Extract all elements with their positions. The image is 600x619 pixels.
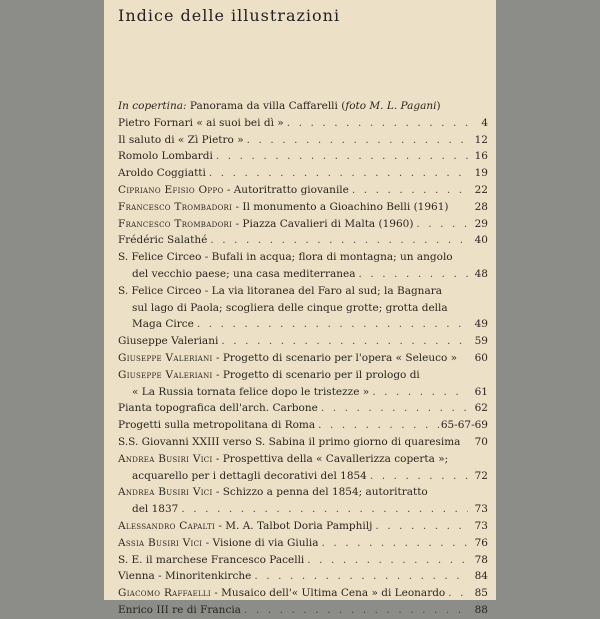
page-number: 12 [474, 133, 488, 146]
leader-dots [304, 552, 468, 569]
entry-title: - Progetto di scenario per l'opera « Seleuco » [212, 351, 458, 364]
entry-text [118, 115, 284, 132]
entry-artist: Alessandro Capalti [118, 519, 216, 532]
entry-title: - M. A. Talbot Doria Pamphilj [215, 519, 373, 532]
leader-dots [218, 333, 468, 350]
entry-artist: Giuseppe Valeriani [118, 368, 213, 381]
entry-text [118, 300, 448, 317]
leader-dots [318, 535, 468, 552]
leader-dots [213, 148, 468, 165]
entry-title: Romolo Lombardi [118, 150, 213, 163]
illustration-index-list [118, 98, 488, 619]
page-number: 16 [474, 150, 488, 163]
index-entry [118, 602, 488, 619]
entry-title: - Schizzo a penna del 1854; autoritratto [212, 486, 428, 499]
page-number: 84 [474, 570, 488, 583]
entry-text [118, 552, 304, 569]
entry-text [118, 216, 413, 233]
index-entry [118, 535, 488, 552]
entry-text [118, 417, 315, 434]
index-entry [118, 501, 488, 518]
entry-text [118, 199, 449, 216]
index-entry [118, 165, 488, 182]
leader-dots [372, 518, 468, 535]
index-entry [118, 350, 488, 367]
page-number: 76 [474, 536, 488, 549]
entry-photo-credit: foto M. L. Pagani [345, 100, 437, 112]
entry-title: S. Felice Circeo - Bufali in acqua; flora di montagna; un angolo [118, 251, 453, 264]
entry-title: S.S. Giovanni XXIII verso S. Sabina il primo giorno di quaresima [118, 435, 461, 448]
leader-dots [369, 384, 468, 401]
index-entry [118, 266, 488, 283]
entry-text [118, 249, 453, 266]
leader-dots [349, 182, 468, 199]
index-entry [118, 232, 488, 249]
index-entry [118, 552, 488, 569]
index-entry [118, 585, 488, 602]
entry-title: - Prospettiva della « Cavallerizza coperta »; [212, 452, 449, 465]
index-entry [118, 384, 488, 401]
entry-title: Pietro Fornari « ai suoi bei dì » [118, 116, 284, 129]
entry-text [118, 350, 457, 367]
index-entry [118, 316, 488, 333]
index-entry [118, 518, 488, 535]
page-number: 40 [474, 234, 488, 247]
leader-dots [284, 115, 468, 132]
entry-artist: Cipriano Efisio Oppo [118, 183, 224, 196]
page-number: 28 [474, 200, 488, 213]
entry-title: - Visione di via Giulia [202, 536, 319, 549]
leader-dots [244, 132, 468, 149]
leader-dots [207, 232, 468, 249]
entry-text [118, 518, 372, 535]
entry-text [118, 333, 218, 350]
entry-title: Giuseppe Valeriani [118, 335, 219, 348]
entry-title: del vecchio paese; una casa mediterranea [132, 267, 356, 280]
entry-italic-label: In copertina: [118, 100, 187, 112]
entry-title: - Autoritratto giovanile [223, 183, 349, 196]
page-number: 73 [474, 519, 488, 532]
index-entry [118, 468, 488, 485]
entry-title: Frédéric Salathé [118, 234, 208, 247]
index-entry [118, 115, 488, 132]
entry-text [118, 316, 194, 333]
entry-text [118, 182, 349, 199]
entry-title: - Piazza Cavalieri di Malta (1960) [232, 217, 414, 230]
entry-title: Panorama da villa Caffarelli ( [186, 100, 346, 112]
entry-title: S. Felice Circeo - La via litoranea del Faro al sud; la Bagnara [118, 284, 442, 297]
leader-dots [355, 266, 468, 283]
leader-dots [206, 165, 468, 182]
entry-text [118, 501, 178, 518]
page-title: Indice delle illustrazioni [118, 6, 341, 25]
leader-dots [251, 568, 468, 585]
page-number: 49 [474, 318, 488, 331]
entry-text [118, 568, 251, 585]
entry-text [118, 468, 367, 485]
index-entry [118, 148, 488, 165]
entry-text [118, 585, 445, 602]
index-entry [118, 300, 488, 317]
entry-title: - Musaico dell'« Ultima Cena » di Leonardo [210, 587, 446, 600]
page-number: 4 [481, 116, 488, 129]
entry-title: - Il monumento a Gioachino Belli (1961) [232, 200, 449, 213]
index-entry [118, 417, 488, 434]
page-number: 65-67-69 [440, 419, 488, 432]
entry-text [118, 232, 207, 249]
entry-artist: Giuseppe Valeriani [118, 351, 213, 364]
entry-title: Enrico III re di Francia [118, 603, 241, 616]
leader-dots [178, 501, 468, 518]
entry-title: Vienna - Minoritenkirche [118, 570, 252, 583]
entry-text [118, 484, 428, 501]
index-entry [118, 199, 488, 216]
index-entry [118, 568, 488, 585]
entry-artist: Assia Busiri Vici [118, 536, 203, 549]
leader-dots [241, 602, 468, 619]
entry-artist: Giacomo Raffaelli [118, 587, 211, 600]
entry-title: S. E. il marchese Francesco Pacelli [118, 553, 305, 566]
entry-text [118, 132, 244, 149]
index-entry [118, 451, 488, 468]
page-number: 70 [474, 435, 488, 448]
index-entry [118, 367, 488, 384]
page-number: 22 [474, 183, 488, 196]
index-entry [118, 333, 488, 350]
entry-title: - Progetto di scenario per il prologo di [212, 368, 420, 381]
entry-text [118, 148, 213, 165]
index-entry [118, 216, 488, 233]
entry-text [118, 98, 441, 115]
entry-text [118, 283, 442, 300]
entry-title: Pianta topografica dell'arch. Carbone [118, 402, 318, 415]
entry-text [118, 266, 355, 283]
entry-artist: Francesco Trombadori [118, 217, 233, 230]
page-number: 62 [474, 402, 488, 415]
leader-dots [318, 400, 468, 417]
entry-artist: Andrea Busiri Vici [118, 452, 213, 465]
page-number: 59 [474, 335, 488, 348]
book-page [104, 0, 496, 616]
entry-text [118, 165, 206, 182]
entry-title: « La Russia tornata felice dopo le tristezze » [132, 385, 370, 398]
leader-dots [315, 417, 439, 434]
index-entry [118, 182, 488, 199]
page-number: 73 [474, 503, 488, 516]
page-number: 48 [474, 267, 488, 280]
index-entry [118, 400, 488, 417]
entry-title: Aroldo Coggiatti [118, 167, 206, 180]
page-number: 88 [474, 603, 488, 616]
entry-text [118, 451, 448, 468]
leader-dots [413, 216, 468, 233]
leader-dots [367, 468, 468, 485]
index-entry [118, 98, 488, 115]
entry-text [118, 602, 241, 619]
entry-text [118, 367, 420, 384]
entry-text [118, 384, 369, 401]
page-number: 29 [474, 217, 488, 230]
page-number: 78 [474, 553, 488, 566]
page-number: 19 [474, 167, 488, 180]
leader-dots [194, 316, 468, 333]
leader-dots [445, 585, 468, 602]
entry-title: Progetti sulla metropolitana di Roma [118, 419, 316, 432]
index-entry [118, 484, 488, 501]
page-number: 61 [474, 385, 488, 398]
index-entry [118, 434, 488, 451]
entry-title: acquarello per i dettagli decorativi del 1854 [132, 469, 367, 482]
page-number: 60 [474, 351, 488, 364]
entry-title: sul lago di Paola; scogliera delle cinque grotte; grotta della [132, 301, 448, 314]
entry-artist: Andrea Busiri Vici [118, 486, 213, 499]
entry-text [118, 434, 460, 451]
index-entry [118, 249, 488, 266]
entry-title: del 1837 [132, 503, 179, 516]
entry-title-end: ) [436, 100, 441, 112]
index-entry [118, 283, 488, 300]
page-number: 72 [474, 469, 488, 482]
entry-title: Maga Circe [132, 318, 194, 331]
entry-text [118, 400, 318, 417]
entry-title: Il saluto di « Zì Pietro » [118, 133, 244, 146]
page-number: 85 [474, 587, 488, 600]
index-entry [118, 132, 488, 149]
entry-artist: Francesco Trombadori [118, 200, 233, 213]
entry-text [118, 535, 318, 552]
